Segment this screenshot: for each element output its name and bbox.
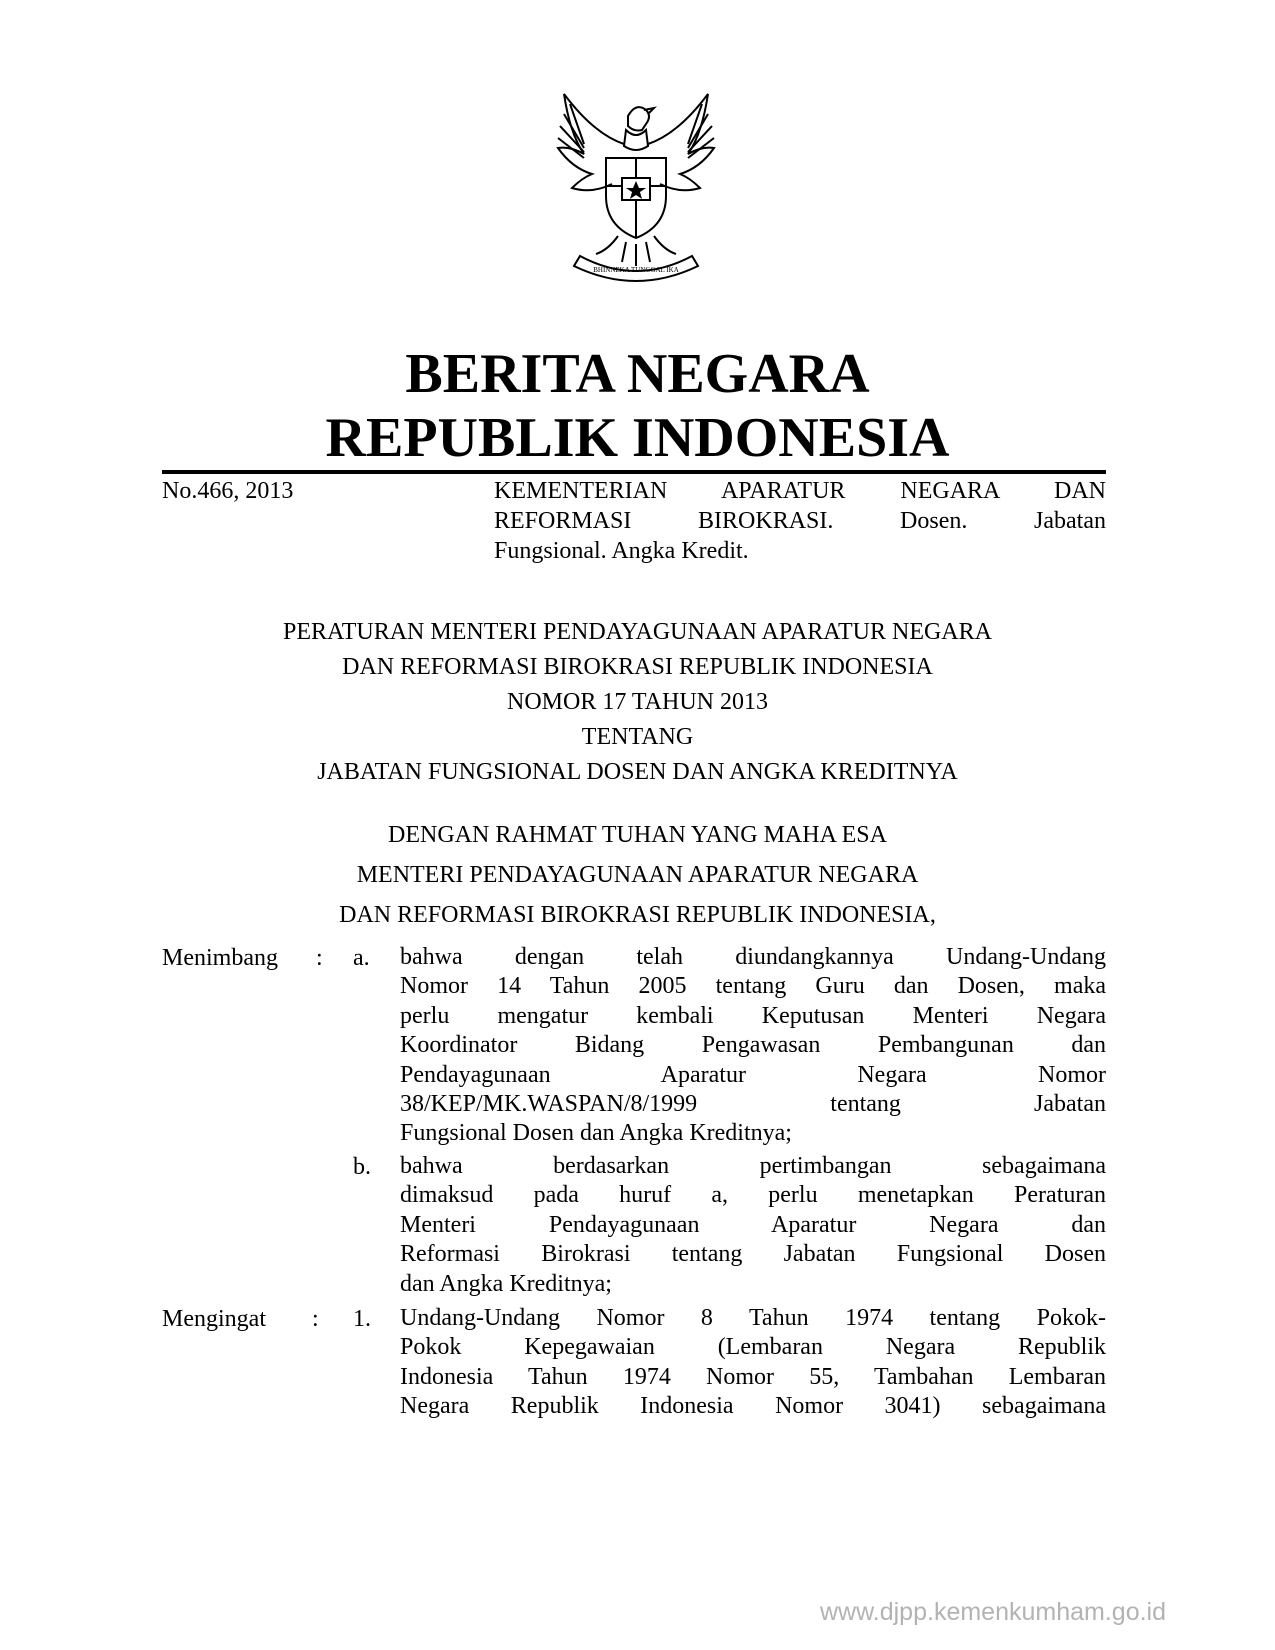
- regulation-about: TENTANG: [581, 724, 694, 750]
- preamble: [0, 815, 1275, 935]
- text-line: 38/KEP/MK.WASPAN/8/1999 tentang Jabatan: [400, 1091, 1106, 1118]
- text-line: dimaksud pada huruf a, perlu menetapkan Peraturan: [400, 1182, 1106, 1209]
- mengingat-item-marker: 1.: [353, 1306, 371, 1332]
- text-line: dan Angka Kreditnya;: [400, 1270, 612, 1297]
- emblem-motto: BHINNEKA TUNGGAL IKA: [593, 266, 679, 274]
- garuda-icon: [536, 86, 736, 286]
- regulation-line: PERATURAN MENTERI PENDAYAGUNAAN APARATUR NEGARA: [283, 619, 992, 645]
- text-line: Nomor 14 Tahun 2005 tentang Guru dan Dosen, maka: [400, 973, 1106, 1000]
- text-line: bahwa berdasarkan pertimbangan sebagaimana: [400, 1153, 1106, 1179]
- garuda-emblem: [536, 86, 736, 286]
- regulation-number: NOMOR 17 TAHUN 2013: [507, 689, 768, 715]
- text-line: Undang-Undang Nomor 8 Tahun 1974 tentang Pokok-: [400, 1305, 1106, 1331]
- title-divider: [162, 470, 1106, 474]
- text-line: Koordinator Bidang Pengawasan Pembangunan dan: [400, 1032, 1106, 1059]
- gazette-summary: [494, 476, 1106, 566]
- menimbang-item-marker: a.: [353, 945, 370, 971]
- summary-line: KEMENTERIAN APARATUR NEGARA DAN: [494, 478, 1106, 504]
- source-watermark: www.djpp.kemenkumham.go.id: [820, 1598, 1166, 1626]
- preamble-line: DAN REFORMASI BIROKRASI REPUBLIK INDONESIA,: [339, 902, 936, 928]
- text-line: perlu mengatur kembali Keputusan Menteri Negara: [400, 1002, 1106, 1029]
- text-line: Menteri Pendayagunaan Aparatur Negara dan: [400, 1211, 1106, 1238]
- mengingat-colon: :: [312, 1306, 319, 1332]
- menimbang-colon: :: [316, 945, 323, 971]
- preamble-line: DENGAN RAHMAT TUHAN YANG MAHA ESA: [388, 822, 887, 848]
- text-line: bahwa dengan telah diundangkannya Undang-Undang: [400, 944, 1106, 970]
- text-line: Pokok Kepegawaian (Lembaran Negara Republik: [400, 1334, 1106, 1361]
- menimbang-item-marker: b.: [353, 1154, 371, 1180]
- menimbang-item-a: [400, 943, 1106, 1149]
- mengingat-item-1: [400, 1304, 1106, 1422]
- regulation-subject: JABATAN FUNGSIONAL DOSEN DAN ANGKA KREDITNYA: [317, 759, 958, 785]
- text-line: Reformasi Birokrasi tentang Jabatan Fungsional Dosen: [400, 1241, 1106, 1268]
- gazette-title-line1: BERITA NEGARA: [405, 343, 870, 405]
- gazette-number: No.466, 2013: [162, 478, 294, 504]
- text-line: Indonesia Tahun 1974 Nomor 55, Tambahan Lembaran: [400, 1363, 1106, 1390]
- mengingat-label: Mengingat: [162, 1306, 266, 1332]
- text-line: Pendayagunaan Aparatur Negara Nomor: [400, 1061, 1106, 1088]
- summary-line: Fungsional. Angka Kredit.: [494, 538, 749, 564]
- menimbang-item-b: [400, 1152, 1106, 1299]
- menimbang-label: Menimbang: [162, 945, 278, 971]
- regulation-line: DAN REFORMASI BIROKRASI REPUBLIK INDONESIA: [342, 654, 933, 680]
- regulation-heading: [0, 615, 1275, 790]
- text-line: Fungsional Dosen dan Angka Kreditnya;: [400, 1120, 792, 1147]
- gazette-title-line2: REPUBLIK INDONESIA: [325, 407, 950, 469]
- summary-line: REFORMASI BIROKRASI. Dosen. Jabatan: [494, 508, 1106, 534]
- text-line: Negara Republik Indonesia Nomor 3041) sebagaimana: [400, 1393, 1106, 1420]
- preamble-line: MENTERI PENDAYAGUNAAN APARATUR NEGARA: [356, 862, 919, 888]
